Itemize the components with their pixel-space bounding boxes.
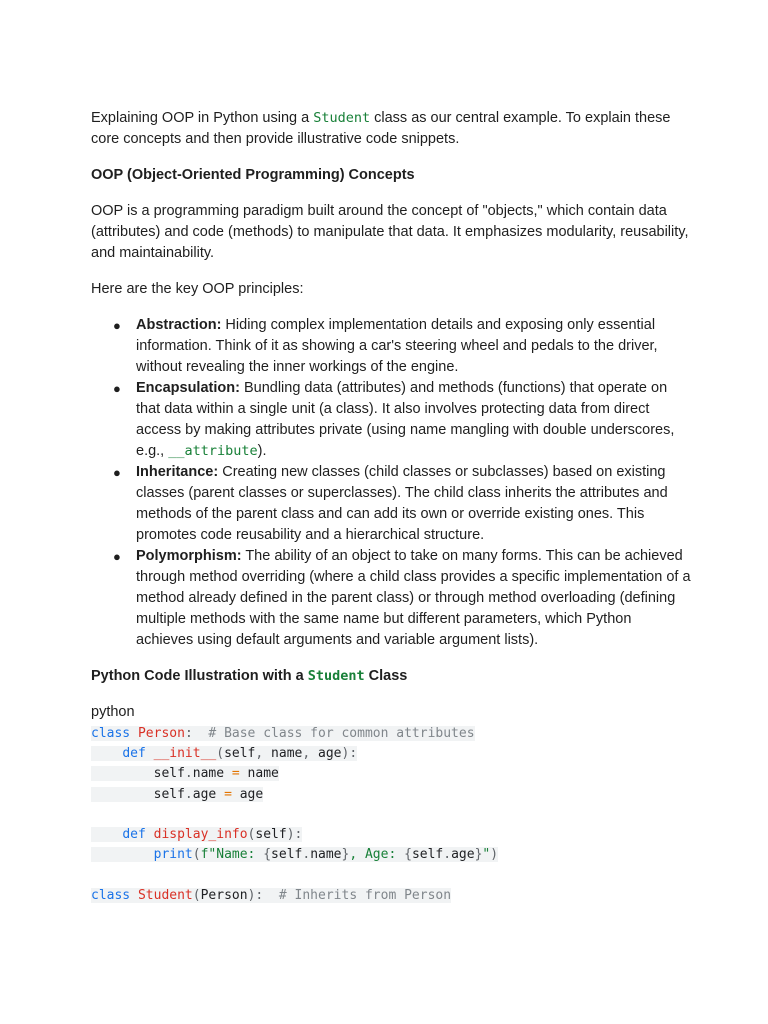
code-token: ) — [490, 847, 499, 863]
code-token — [146, 746, 154, 761]
code-token: name — [239, 766, 279, 782]
code-token: ( — [247, 826, 256, 842]
term-description: The ability of an object to take on many forms. This can be achieved through method overriding (where a child class provides a specific implementation of a method already defined in the parent class) or through method overloading (defining multiple methods with the same name but different parameters, which Python achieves using default arguments and variable argument lists). — [136, 548, 691, 648]
code-token: f"Name: — [200, 847, 264, 863]
code-token: class — [91, 726, 131, 741]
code-token: ( — [216, 746, 225, 762]
code-token: __init__ — [153, 746, 217, 762]
code-token: display_info — [153, 826, 248, 842]
list-item-encapsulation — [113, 378, 691, 462]
code-token: Person — [200, 887, 248, 903]
code-token: name — [310, 847, 342, 863]
intro-inline-code: Student — [313, 110, 371, 126]
code-token: . — [443, 847, 452, 863]
code-token: . — [184, 786, 193, 802]
code-token: = — [224, 786, 232, 802]
code-token: # Inherits from Person — [278, 887, 452, 903]
heading-text-before: Python Code Illustration with a — [91, 668, 308, 684]
inline-code: __attribute — [168, 443, 258, 459]
principles-list — [91, 315, 691, 651]
principles-intro: Here are the key OOP principles: — [91, 281, 304, 297]
code-token: ): — [247, 887, 264, 903]
code-token: class — [91, 887, 131, 903]
code-token: self — [271, 847, 303, 863]
code-token: name — [192, 766, 232, 782]
term-label: Abstraction: — [136, 317, 222, 333]
heading-oop-concepts: OOP (Object-Oriented Programming) Concepts — [91, 167, 415, 183]
code-line — [91, 845, 691, 865]
bullet-icon: ● — [113, 465, 121, 480]
term-description-end: ). — [257, 443, 267, 459]
intro-text-after: class as our central example. To explain these core concepts and then provide illustrative code snippets. — [91, 110, 671, 147]
oop-definition-paragraph: OOP is a programming paradigm built around the concept of "objects," which contain data (attributes) and code (methods) to manipulate that data. It emphasizes modularity, reusability, and maintainability. — [91, 203, 689, 261]
heading-code-illustration — [91, 666, 691, 687]
code-line — [91, 865, 691, 885]
bullet-icon: ● — [113, 381, 121, 396]
code-token: { — [263, 847, 272, 863]
code-token: , — [302, 746, 311, 762]
code-token — [193, 726, 209, 741]
bullet-icon: ● — [113, 549, 121, 564]
code-token: " — [482, 847, 491, 863]
heading-text-after: Class — [364, 668, 408, 684]
code-token: } — [474, 847, 483, 863]
code-token — [146, 827, 154, 842]
code-token: , — [255, 746, 264, 762]
code-token: , Age: — [349, 847, 405, 863]
term-description: Hiding complex implementation details and exposing only essential information. Think of it as showing a car's steering wheel and pedals to the driver, without revealing the inner workings of the engine. — [136, 317, 658, 375]
code-line — [91, 785, 691, 805]
code-token: def — [122, 826, 146, 842]
term-description: Bundling data (attributes) and methods (functions) that operate on that data within a single unit (a class). It also involves protecting data from direct access by making attributes private (using name mangling with double underscores, e.g., — [136, 380, 675, 459]
term-label: Encapsulation: — [136, 380, 240, 396]
code-token: print — [153, 847, 193, 863]
code-line — [91, 764, 691, 784]
code-token: age — [451, 847, 475, 863]
code-token: ( — [192, 847, 201, 863]
code-token: Person — [137, 726, 185, 741]
code-token: = — [231, 766, 240, 782]
code-token: { — [404, 847, 412, 863]
code-line — [91, 724, 691, 744]
code-token: . — [302, 847, 311, 863]
code-token — [130, 888, 138, 903]
intro-paragraph — [91, 108, 691, 150]
code-token: self — [411, 847, 444, 863]
code-token: age — [192, 786, 225, 802]
code-token: # Base class for common attributes — [208, 726, 475, 741]
code-token: Student — [137, 887, 193, 903]
code-line — [91, 886, 691, 906]
code-token: name — [263, 746, 303, 762]
list-item-abstraction — [113, 315, 691, 378]
bullet-icon: ● — [113, 318, 121, 333]
code-token: ): — [341, 746, 358, 762]
document-body — [91, 108, 691, 906]
code-line — [91, 744, 691, 764]
intro-text-before: Explaining OOP in Python using a — [91, 110, 314, 126]
code-token: self — [255, 826, 287, 842]
code-language-label: python — [91, 704, 135, 720]
code-token: ): — [286, 826, 303, 842]
term-description: Creating new classes (child classes or subclasses) based on existing classes (parent classes or superclasses). The child class inherits the attributes and methods of the parent class and can add its own or override existing ones. This promotes code reusability and a hierarchical structure. — [136, 464, 668, 543]
code-token: self — [91, 766, 185, 782]
code-token: self — [91, 786, 185, 802]
code-token — [263, 888, 279, 903]
heading-inline-code: Student — [307, 668, 365, 684]
code-token: self — [224, 746, 256, 762]
code-token: . — [184, 766, 193, 782]
code-line — [91, 805, 691, 825]
term-label: Inheritance: — [136, 464, 219, 480]
list-item-polymorphism — [113, 546, 691, 651]
code-token — [130, 726, 138, 741]
code-token: def — [122, 746, 146, 762]
code-token — [91, 827, 122, 842]
code-token: } — [341, 847, 350, 863]
term-label: Polymorphism: — [136, 548, 242, 564]
code-token — [91, 746, 122, 761]
code-token: ( — [192, 887, 201, 903]
code-line — [91, 825, 691, 845]
code-token — [91, 847, 154, 862]
code-token: age — [231, 786, 264, 802]
list-item-inheritance — [113, 462, 691, 546]
code-token: : — [184, 726, 193, 741]
code-block — [91, 724, 691, 906]
code-token: age — [310, 746, 342, 762]
